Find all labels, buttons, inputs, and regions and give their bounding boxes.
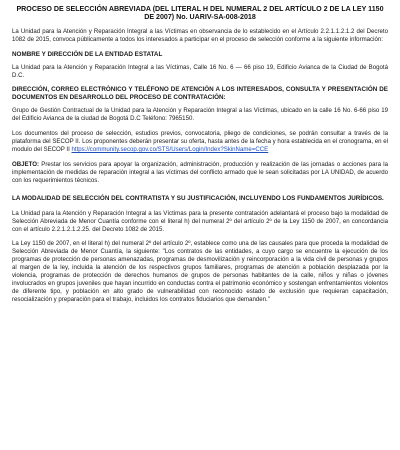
secop-link[interactable]: https://community.secop.gov.co/STS/Users/Login/Index?SkinName=CCE bbox=[71, 146, 269, 154]
objeto-paragraph bbox=[12, 161, 388, 185]
secop-paragraph bbox=[12, 130, 388, 154]
section-heading-contact: DIRECCIÓN, CORREO ELECTRÓNICO Y TELÉFONO DE ATENCIÓN A LOS INTERESADOS, CONSULTA Y PRESENTACIÓN DE DOCUMENTOS EN DESARROLLO DEL PROCESO DE CONTRATACIÓN: bbox=[12, 86, 388, 102]
ley-paragraph: La Ley 1150 de 2007, en el literal h) del numeral 2º del artículo 2º, establece como una de las causales para que proceda la modalidad de Selección Abreviada de Menor Cuantía, la siguiente: "Los contratos de las entidades, a cuyo cargo se encuentre la ejecución de los programas de protección de personas amenazadas, programas de desmovilización y reincorporación a la vida civil de personas y grupos al margen de la ley, incluida la atención de los respectivos grupos familiares, programas de atención a población desplazada por la violencia, programas de protección de derechos humanos de grupos de personas habitantes de la calle, niños y niñas o jóvenes involucrados en grupos juveniles que hayan incurrido en conductas contra el patrimonio económico y sostengan enfrentamientos violentos de diferente tipo, y población en alto grado de vulnerabilidad con reconocido estado de exclusión que requieran capacitación, resocialización y preparación para el trabajo, incluidos los contratos fiduciarios que demanden." bbox=[12, 240, 388, 303]
entity-address-paragraph: La Unidad para la Atención y Reparación Integral a las Víctimas, Calle 16 No. 6 — 66 piso 19, Edificio Avianca de la Ciudad de Bogotá D.C. bbox=[12, 63, 388, 79]
objeto-text: Prestar los servicios para apoyar la organización, administración, producción y realización de las jornadas o acciones para la implementación de medidas de reparación integral a las víctimas del conflicto armado que le sean solicitadas por LA UNIDAD, de acuerdo con los requerimientos técnicos. bbox=[12, 160, 388, 184]
section-heading-entity: NOMBRE Y DIRECCIÓN DE LA ENTIDAD ESTATAL bbox=[12, 50, 163, 58]
section-heading-modalidad: LA MODALIDAD DE SELECCIÓN DEL CONTRATISTA Y SU JUSTIFICACIÓN, INCLUYENDO LOS FUNDAMENTOS JURÍDICOS. bbox=[12, 194, 384, 202]
document-title: PROCESO DE SELECCIÓN ABREVIADA (DEL LITERAL H DEL NUMERAL 2 DEL ARTÍCULO 2 DE LA LEY 1150 DE 2007) No. UARIV-SA-008-2018 bbox=[16, 5, 384, 22]
objeto-label: OBJETO: bbox=[12, 160, 39, 168]
secop-text: Los documentos del proceso de selección, estudios previos, convocatoria, pliego de condiciones, se podrán consultar a través de la plataforma del SECOP II. Los proponentes deberán presentar su oferta, hasta antes de la fecha y hora establecida en el cronograma, en el modulo del SECOP II bbox=[12, 130, 388, 154]
modalidad-paragraph: La Unidad para la Atención y Reparación Integral a las Víctimas para la presente contratación adelantará el proceso bajo la modalidad de Selección Abreviada de Menor Cuantía conforme con el literal h) del numeral 2º del artículo 2º de la Ley 1150 de 2007, en concordancia con el artículo 2.2.1.2.1.2.25. del Decreto 1082 de 2015. bbox=[12, 209, 388, 233]
contact-paragraph: Grupo de Gestión Contractual de la Unidad para la Atención y Reparación Integral a las Víctimas, ubicado en la calle 16 No. 6-66 piso 19 del Edificio Avianca de la ciudad de Bogotá D.C Teléfono: 7965150. bbox=[12, 107, 388, 123]
intro-paragraph: La Unidad para la Atención y Reparación Integral a las Víctimas en observancia de lo establecido en el Artículo 2.2.1.1.2.1.2 del Decreto 1082 de 2015, convoca públicamente a todos los interesados a participar en el proceso de selección conforme a la siguiente información: bbox=[12, 27, 388, 43]
